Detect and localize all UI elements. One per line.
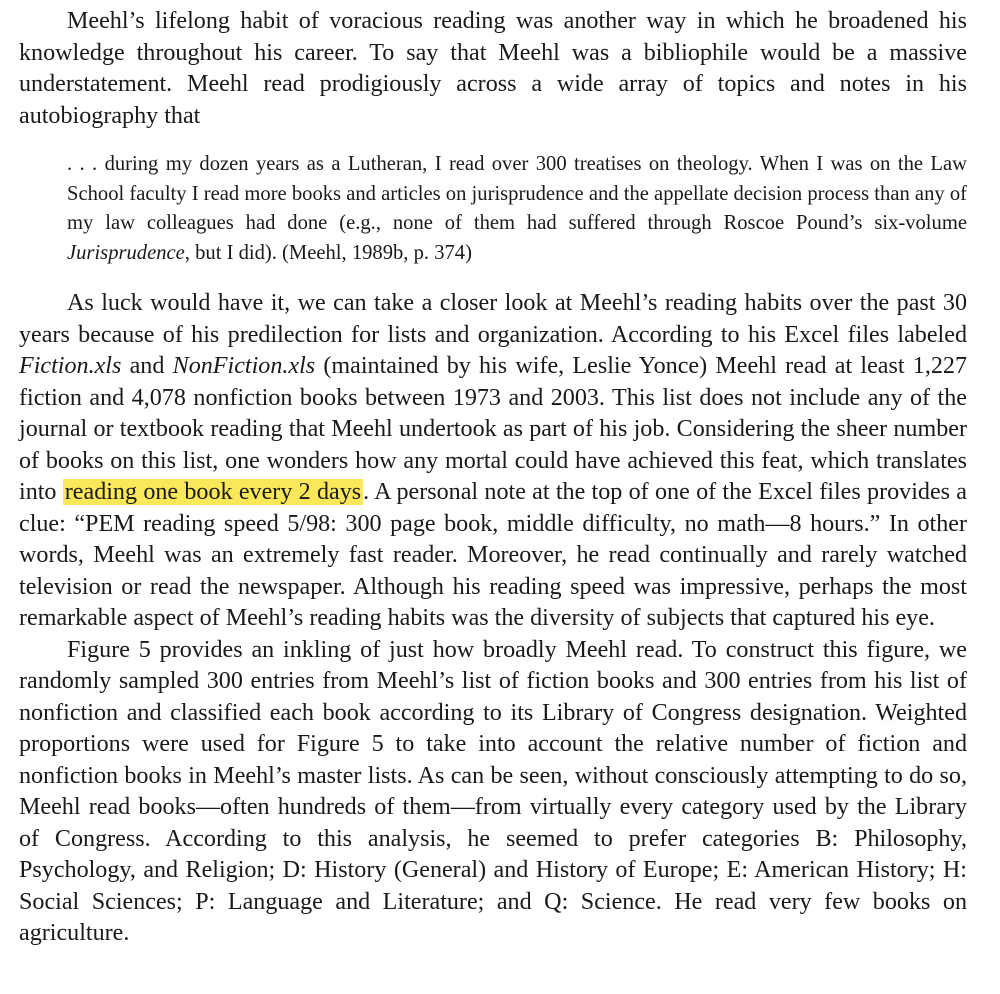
paragraph-figure-5: Figure 5 provides an inkling of just how broadly Meehl read. To construct this figure, we randomly sampled 300 entries from Meehl’s list of fiction books and 300 entries from his list of nonfiction and classified each book according to its Library of Congress designation. Weighted proportions were used for Figure 5 to take into account the relative number of fiction and nonfiction books in Meehl’s master lists. As can be seen, without consciously attempting to do so, Meehl read books—often hundreds of them—from virtually every category used by the Library of Congress. According to this analysis, he seemed to prefer categories B: Philosophy, Psychology, and Religion; D: History (General) and History of Europe; E: American History; H: Social Sciences; P: Language and Literature; and Q: Science. He read very few books on agriculture. (19, 636, 967, 946)
paragraph-text: (maintained by his wife, Leslie Yonce) Meehl read at least 1,227 fiction and 4,078 nonfiction books between 1973 and 2003. This list does not include any of the journal or textbook reading that Meehl undertook as part of his job. Considering the sheer number of books on this list, one wonders how any mortal could have achieved this feat, which translates into (19, 353, 967, 505)
file-name-nonfiction: NonFiction.xls (172, 353, 316, 379)
paragraph-text: and (121, 353, 173, 379)
paragraph-reading-lists (19, 288, 967, 635)
paragraph-text: . A personal note at the top of one of the Excel files provides a clue: “PEM reading speed 5/98: 300 page book, middle difficulty, no math—8 hours.” In other words, Meehl was an extremely fast reader. Moreover, he read continually and rarely watched television or read the newspaper. Although his reading speed was impressive, perhaps the most remarkable aspect of Meehl’s reading habits was the diversity of subjects that captured his eye. (19, 479, 967, 631)
block-quote (67, 150, 967, 268)
quote-book-title: Jurisprudence (67, 241, 185, 264)
paragraph-text: As luck would have it, we can take a closer look at Meehl’s reading habits over the past 30 years because of his predilection for lists and organization. According to his Excel files labeled (19, 290, 967, 348)
paragraph-reading-habit: Meehl’s lifelong habit of voracious reading was another way in which he broadened his knowledge throughout his career. To say that Meehl was a bibliophile would be a massive understatement. Meehl read prodigiously across a wide array of topics and notes in his autobiography that (19, 8, 967, 129)
file-name-fiction: Fiction.xls (19, 353, 122, 379)
quote-text-end: , but I did). (Meehl, 1989b, p. 374) (184, 241, 472, 264)
quote-text-start: . . . during my dozen years as a Lutheran, I read over 300 treatises on theology. When I was on the Law School faculty I read more books and articles on jurisprudence and the appellate decision process than any of my law colleagues had done (e.g., none of them had suffered through Roscoe Pound’s six-volume (67, 153, 967, 234)
document-page (19, 6, 967, 950)
highlighted-phrase[interactable]: reading one book every 2 days (64, 479, 362, 505)
